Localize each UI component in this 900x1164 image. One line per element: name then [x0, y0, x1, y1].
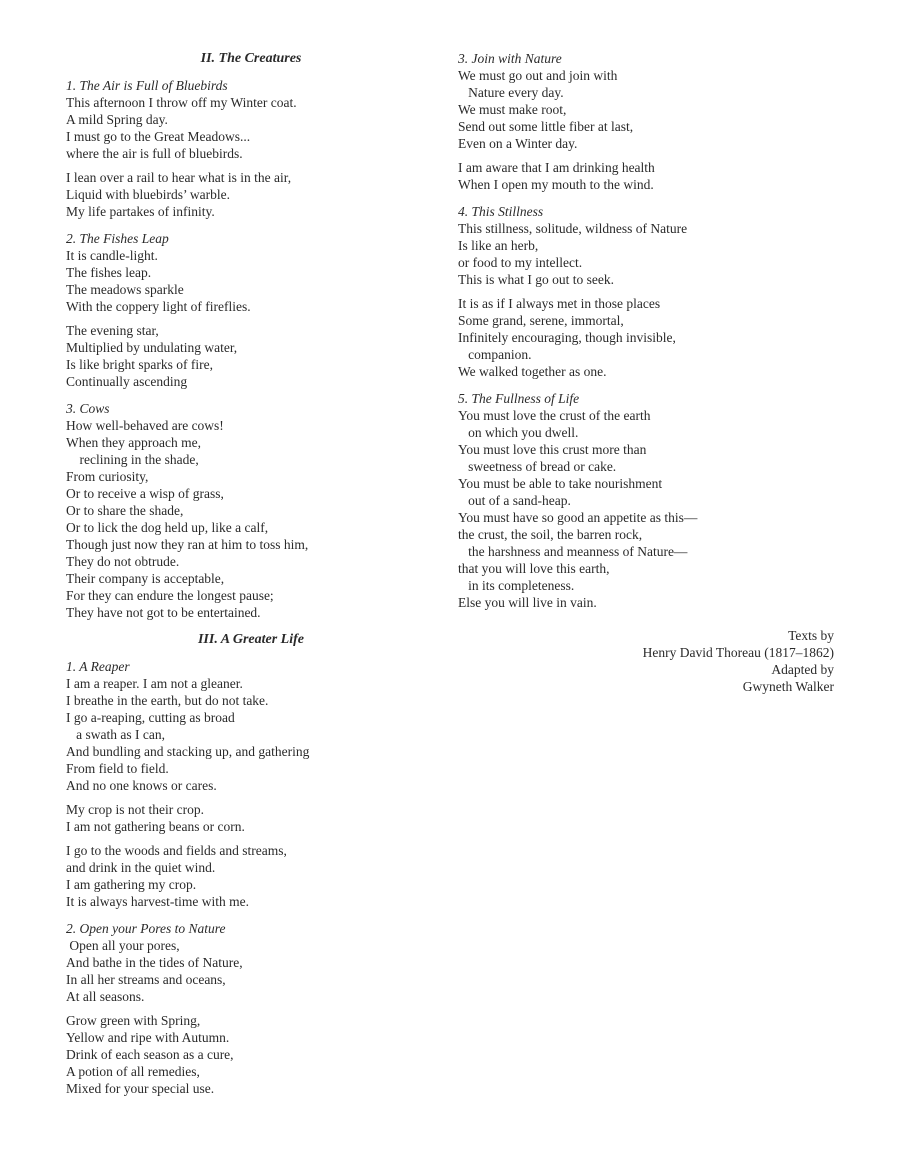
poem-line: Though just now they ran at him to toss him,: [66, 537, 309, 552]
poem-line: In all her streams and oceans,: [66, 972, 226, 987]
poem-title: 2. Open your Pores to Nature: [66, 921, 226, 936]
stanza: [66, 169, 446, 220]
poem-line: Grow green with Spring,: [66, 1013, 201, 1028]
poem-line: Open all your pores,: [66, 938, 180, 953]
stanza: [458, 220, 838, 288]
stanza: [458, 295, 838, 380]
poem-line: And bathe in the tides of Nature,: [66, 955, 243, 970]
poem-line: Even on a Winter day.: [458, 136, 578, 151]
poem-line: Liquid with bluebirds’ warble.: [66, 187, 230, 202]
poem-line: At all seasons.: [66, 989, 145, 1004]
poem-line: When they approach me,: [66, 435, 201, 450]
poem-air-full-of-bluebirds: [66, 77, 446, 220]
stanza: [458, 407, 838, 611]
stanza: [66, 1012, 446, 1097]
poem-line: Yellow and ripe with Autumn.: [66, 1030, 230, 1045]
poem-line: Nature every day.: [458, 85, 564, 100]
stanza: [66, 417, 446, 621]
poem-line: We must make root,: [458, 102, 567, 117]
poem-line: With the coppery light of fireflies.: [66, 299, 251, 314]
poem-line: You must love this crust more than: [458, 442, 647, 457]
poem-line: From curiosity,: [66, 469, 149, 484]
poem-line: It is always harvest-time with me.: [66, 894, 249, 909]
poem-line: I go a-reaping, cutting as broad: [66, 710, 235, 725]
poem-line: Some grand, serene, immortal,: [458, 313, 624, 328]
poem-line: When I open my mouth to the wind.: [458, 177, 654, 192]
stanza: [66, 937, 446, 1005]
stanza: [458, 159, 838, 193]
poem-line: This stillness, solitude, wildness of Nature: [458, 221, 688, 236]
stanza: [458, 67, 838, 152]
poem-line: Or to receive a wisp of grass,: [66, 486, 224, 501]
poem-line: For they can endure the longest pause;: [66, 588, 274, 603]
poem-line: that you will love this earth,: [458, 561, 610, 576]
poem-line: companion.: [458, 347, 532, 362]
poem-line: Drink of each season as a cure,: [66, 1047, 234, 1062]
poem-line: How well-behaved are cows!: [66, 418, 224, 433]
section-heading-greater-life: III. A Greater Life: [197, 632, 305, 647]
poem-title: 3. Join with Nature: [458, 51, 562, 66]
poem-title: 3. Cows: [66, 401, 110, 416]
poem-line: Is like an herb,: [458, 238, 539, 253]
poem-line: the harshness and meanness of Nature—: [458, 544, 688, 559]
poem-line: You must love the crust of the earth: [458, 408, 651, 423]
poem-line: Or to share the shade,: [66, 503, 184, 518]
poem-line: We walked together as one.: [458, 364, 607, 379]
poem-title: 1. The Air is Full of Bluebirds: [66, 78, 228, 93]
poem-line: Continually ascending: [66, 374, 188, 389]
poem-line: A mild Spring day.: [66, 112, 168, 127]
poem-title: 4. This Stillness: [458, 204, 544, 219]
left-column: [66, 50, 446, 1107]
poem-line: They do not obtrude.: [66, 554, 180, 569]
poem-line: It is as if I always met in those places: [458, 296, 661, 311]
stanza: [66, 94, 446, 162]
poem-line: where the air is full of bluebirds.: [66, 146, 243, 161]
poem-line: The evening star,: [66, 323, 159, 338]
poem-line: You must have so good an appetite as this—: [458, 510, 698, 525]
poem-line: or food to my intellect.: [458, 255, 583, 270]
poem-title: 1. A Reaper: [66, 659, 130, 674]
poem-line: I am gathering my crop.: [66, 877, 197, 892]
right-column: [458, 50, 838, 621]
poem-line: Mixed for your special use.: [66, 1081, 215, 1096]
poem-line: in its completeness.: [458, 578, 575, 593]
stanza: [66, 801, 446, 835]
stanza: [66, 322, 446, 390]
poem-line: I must go to the Great Meadows...: [66, 129, 251, 144]
poem-line: A potion of all remedies,: [66, 1064, 200, 1079]
poem-line: You must be able to take nourishment: [458, 476, 663, 491]
poem-line: I go to the woods and fields and streams,: [66, 843, 287, 858]
stanza: [66, 842, 446, 910]
poem-line: We must go out and join with: [458, 68, 618, 83]
poem-reaper: [66, 658, 446, 910]
poem-line: sweetness of bread or cake.: [458, 459, 617, 474]
poem-cows: [66, 400, 446, 621]
poem-line: It is candle-light.: [66, 248, 158, 263]
poem-line: Infinitely encouraging, though invisible,: [458, 330, 676, 345]
poem-line: I lean over a rail to hear what is in the air,: [66, 170, 292, 185]
poem-line: Their company is acceptable,: [66, 571, 225, 586]
poem-this-stillness: [458, 203, 838, 380]
credit-line: Henry David Thoreau (1817–1862): [642, 645, 834, 660]
text-credits: [534, 627, 834, 695]
credit-line: Texts by: [788, 628, 834, 643]
poem-line: Or to lick the dog held up, like a calf,: [66, 520, 269, 535]
poem-line: I am aware that I am drinking health: [458, 160, 655, 175]
poem-line: I breathe in the earth, but do not take.: [66, 693, 269, 708]
poem-line: This afternoon I throw off my Winter coat.: [66, 95, 297, 110]
poem-title: 2. The Fishes Leap: [66, 231, 169, 246]
poem-line: And no one knows or cares.: [66, 778, 217, 793]
poem-line: This is what I go out to seek.: [458, 272, 614, 287]
poem-line: They have not got to be entertained.: [66, 605, 261, 620]
poem-line: Send out some little fiber at last,: [458, 119, 634, 134]
poem-line: I am a reaper. I am not a gleaner.: [66, 676, 243, 691]
credit-line: Adapted by: [771, 662, 834, 677]
poem-title: 5. The Fullness of Life: [458, 391, 580, 406]
poem-fishes-leap: [66, 230, 446, 390]
poem-line: My life partakes of infinity.: [66, 204, 215, 219]
stanza: [66, 675, 446, 794]
poem-line: The meadows sparkle: [66, 282, 184, 297]
poem-line: reclining in the shade,: [66, 452, 199, 467]
poem-line: on which you dwell.: [458, 425, 579, 440]
poem-line: And bundling and stacking up, and gathering: [66, 744, 310, 759]
section-heading-creatures: II. The Creatures: [200, 51, 302, 66]
poem-open-your-pores: [66, 920, 446, 1097]
poem-line: I am not gathering beans or corn.: [66, 819, 245, 834]
poem-join-with-nature: [458, 50, 838, 193]
poem-line: My crop is not their crop.: [66, 802, 204, 817]
poem-line: Else you will live in vain.: [458, 595, 597, 610]
credit-line: Gwyneth Walker: [742, 679, 834, 694]
poem-line: a swath as I can,: [66, 727, 165, 742]
stanza: [66, 247, 446, 315]
poem-fullness-of-life: [458, 390, 838, 611]
poem-line: Multiplied by undulating water,: [66, 340, 238, 355]
poem-line: the crust, the soil, the barren rock,: [458, 527, 643, 542]
poem-line: The fishes leap.: [66, 265, 152, 280]
poem-line: From field to field.: [66, 761, 169, 776]
poem-line: out of a sand-heap.: [458, 493, 571, 508]
poem-line: Is like bright sparks of fire,: [66, 357, 213, 372]
poem-line: and drink in the quiet wind.: [66, 860, 216, 875]
